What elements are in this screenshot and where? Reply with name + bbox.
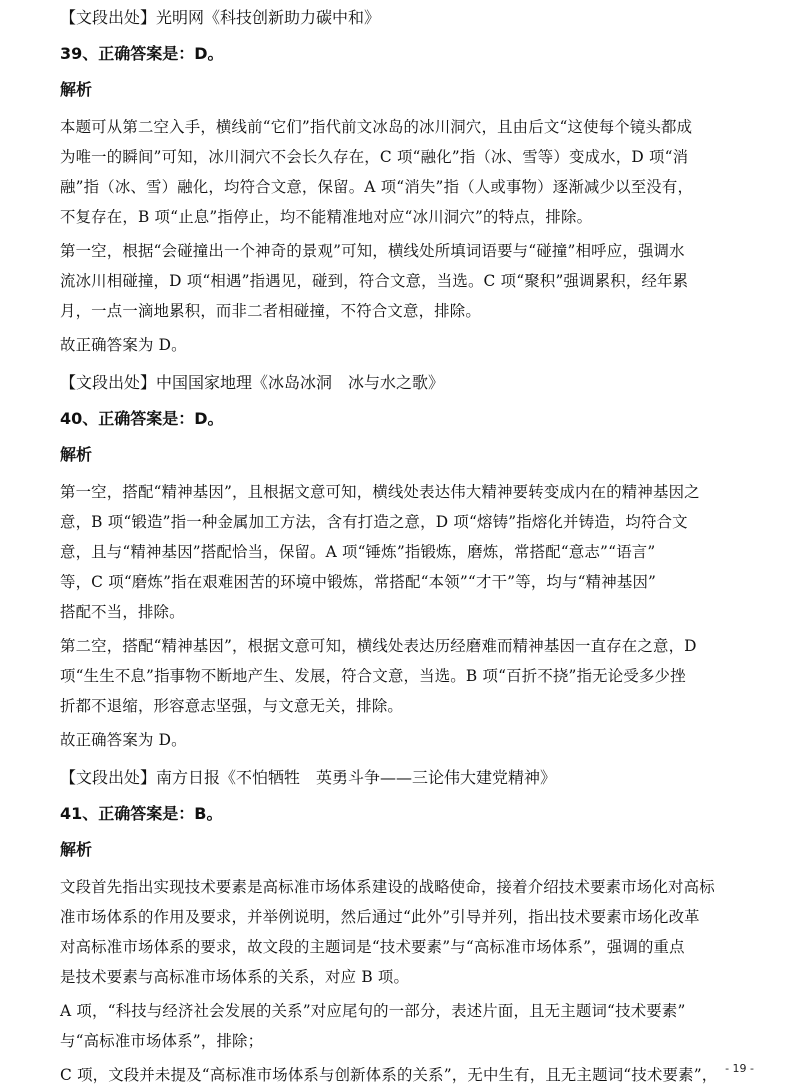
text-line: 等，C 项“磨炼”指在艰难困苦的环境中锻炼，常搭配“本领”“才干”等，均与“精神基因” xyxy=(60,573,657,591)
text-line: C 项，文段并未提及“高标准市场体系与创新体系的关系”，无中生有，且无主题词“技术要素”， xyxy=(60,1066,718,1084)
text-line: 为唯一的瞬间”可知，冰川洞穴不会长久存在，C 项“融化”指（冰、雪等）变成水，D 项“消 xyxy=(60,148,689,166)
answer-heading: 39、正确答案是：D。 xyxy=(60,44,224,63)
text-line: 准市场体系的作用及要求，并举例说明，然后通过“此外”引导并列，指出技术要素市场化改革 xyxy=(60,908,700,926)
text-line: 意，B 项“锻造”指一种金属加工方法，含有打造之意，D 项“熔铸”指熔化并铸造，均符合文 xyxy=(60,513,688,531)
conclusion-paragraph xyxy=(60,725,770,755)
text-line: 第二空，搭配“精神基因”，根据文意可知，横线处表达历经磨难而精神基因一直存在之意，D xyxy=(60,637,697,655)
text-line: 故正确答案为 D。 xyxy=(60,731,187,749)
text-line: 流冰川相碰撞，D 项“相遇”指遇见，碰到，符合文意，当选。C 项“聚积”强调累积，经年累 xyxy=(60,272,689,290)
text-line: 第一空，根据“会碰撞出一个神奇的景观”可知，横线处所填词语要与“碰撞”相呼应，强调水 xyxy=(60,242,685,260)
text-line: 第一空，搭配“精神基因”，且根据文意可知，横线处表达伟大精神要转变成内在的精神基因之 xyxy=(60,483,700,501)
analysis-paragraph xyxy=(60,1060,770,1090)
text-line: 与“高标准市场体系”，排除； xyxy=(60,1032,264,1050)
text-line: 意，且与“精神基因”搭配恰当，保留。A 项“锤炼”指锻炼，磨炼，常搭配“意志”“语言” xyxy=(60,543,656,561)
text-line: 项“生生不息”指事物不断地产生、发展，符合文意，当选。B 项“百折不挠”指无论受多少挫 xyxy=(60,667,686,685)
text-line: 本题可从第二空入手，横线前“它们”指代前文冰岛的冰川洞穴，且由后文“这使每个镜头都成 xyxy=(60,118,693,136)
source-citation: 【文段出处】中国国家地理《冰岛冰洞 冰与水之歌》 xyxy=(60,373,445,392)
answer-heading: 41、正确答案是：B。 xyxy=(60,804,223,823)
analysis-paragraph xyxy=(60,112,770,232)
source-citation: 【文段出处】南方日报《不怕牺牲 英勇斗争——三论伟大建党精神》 xyxy=(60,768,557,787)
text-line: 对高标准市场体系的要求，故文段的主题词是“技术要素”与“高标准市场体系”，强调的重点 xyxy=(60,938,685,956)
source-citation: 【文段出处】光明网《科技创新助力碳中和》 xyxy=(60,8,381,27)
analysis-label: 解析 xyxy=(60,80,93,99)
text-line: 月，一点一滴地累积，而非二者相碰撞，不符合文意，排除。 xyxy=(60,302,481,320)
page-number: - 19 - xyxy=(725,1062,754,1075)
text-line: 文段首先指出实现技术要素是高标准市场体系建设的战略使命，接着介绍技术要素市场化对高标 xyxy=(60,878,715,896)
analysis-label: 解析 xyxy=(60,445,93,464)
text-line: 搭配不当，排除。 xyxy=(60,603,185,621)
answer-heading: 40、正确答案是：D。 xyxy=(60,409,224,428)
analysis-paragraph xyxy=(60,996,770,1056)
text-line: 故正确答案为 D。 xyxy=(60,336,187,354)
text-line: 折都不退缩，形容意志坚强，与文意无关，排除。 xyxy=(60,697,403,715)
text-line: 融”指（冰、雪）融化，均符合文意，保留。A 项“消失”指（人或事物）逐渐减少以至没有， xyxy=(60,178,694,196)
analysis-paragraph xyxy=(60,872,770,992)
analysis-paragraph xyxy=(60,477,770,627)
conclusion-paragraph xyxy=(60,330,770,360)
text-line: 不复存在，B 项“止息”指停止，均不能精准地对应“冰川洞穴”的特点，排除。 xyxy=(60,208,593,226)
text-line: 是技术要素与高标准市场体系的关系，对应 B 项。 xyxy=(60,968,410,986)
analysis-paragraph xyxy=(60,631,770,721)
analysis-label: 解析 xyxy=(60,840,93,859)
text-line: A 项，“科技与经济社会发展的关系”对应尾句的一部分，表述片面，且无主题词“技术要素” xyxy=(60,1002,686,1020)
analysis-paragraph xyxy=(60,236,770,326)
